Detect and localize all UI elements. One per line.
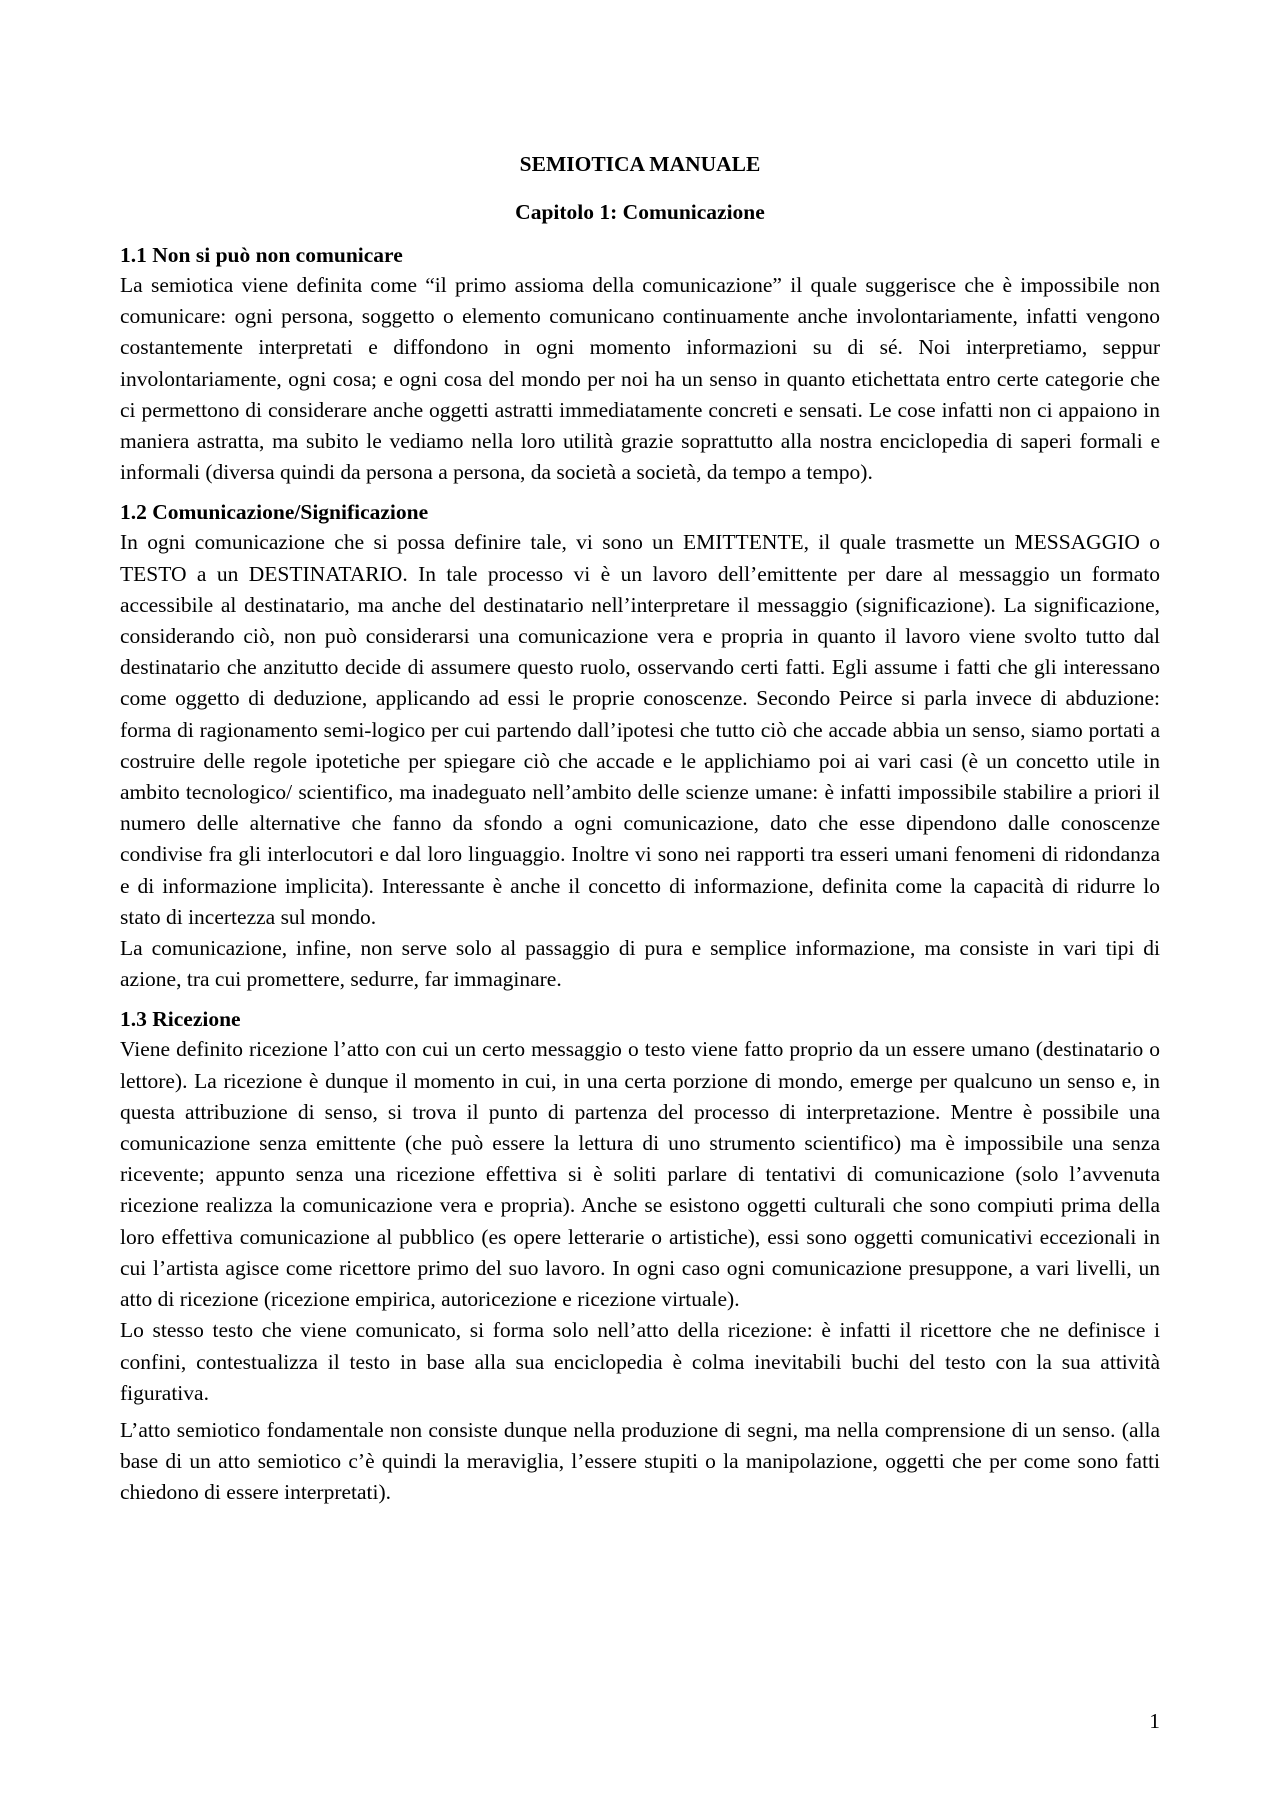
paragraph: Lo stesso testo che viene comunicato, si forma solo nell’atto della ricezione: è infatti il ricettore che ne definisce i confini, contestualizza il testo in base alla sua enciclopedia è colma inevitabili buchi del testo con la sua attività figurativa. [120, 1318, 1160, 1405]
page-content [120, 150, 1160, 1518]
paragraph: Viene definito ricezione l’atto con cui un certo messaggio o testo viene fatto proprio da un essere umano (destinatario o lettore). La ricezione è dunque il momento in cui, in una certa porzione di mondo, emerge per qualcuno un senso e, in questa attribuzione di senso, si trova il punto di partenza del processo di interpretazione. Mentre è possibile una comunicazione senza emittente (che può essere la lettura di uno strumento scientifico) ma è impossibile una senza ricevente; appunto senza una ricezione effettiva si è soliti parlare di tentativi di comunicazione (solo l’avvenuta ricezione realizza la comunicazione vera e propria). Anche se esistono oggetti culturali che sono compiuti prima della loro effettiva comunicazione al pubblico (es opere letterarie o artistiche), essi sono oggetti comunicativi eccezionali in cui l’artista agisce come ricettore primo del suo lavoro. In ogni caso ogni comunicazione presuppone, a vari livelli, un atto di ricezione (ricezione empirica, autoricezione e ricezione virtuale). [120, 1037, 1160, 1312]
paragraph: La comunicazione, infine, non serve solo al passaggio di pura e semplice informazione, ma consiste in vari tipi di azione, tra cui promettere, sedurre, far immaginare. [120, 936, 1160, 992]
section-heading: 1.2 Comunicazione/Significazione [120, 500, 429, 525]
section-1-3 [120, 1004, 1160, 1508]
paragraph: L’atto semiotico fondamentale non consiste dunque nella produzione di segni, ma nella comprensione di un senso. (alla base di un atto semiotico c’è quindi la meraviglia, l’essere stupiti o la manipolazione, oggetti che per come sono fatti chiedono di essere interpretati). [120, 1417, 1160, 1505]
section-1-1 [120, 240, 1160, 488]
document-title: SEMIOTICA MANUALE [519, 152, 761, 176]
chapter-title: Capitolo 1: Comunicazione [515, 200, 765, 224]
paragraph: In ogni comunicazione che si possa definire tale, vi sono un EMITTENTE, il quale trasmette un MESSAGGIO o TESTO a un DESTINATARIO. In tale processo vi è un lavoro dell’emittente per dare al messaggio un formato accessibile al destinatario, ma anche del destinatario nell’interpretare il messaggio (significazione). La significazione, considerando ciò, non può considerarsi una comunicazione vera e propria in quanto il lavoro viene svolto tutto dal destinatario che anzitutto decide di assumere questo ruolo, osservando certi fatti. Egli assume i fatti che gli interessano come oggetto di deduzione, applicando ad essi le proprie conoscenze. Secondo Peirce si parla invece di abduzione: forma di ragionamento semi-logico per cui partendo dall’ipotesi che tutto ciò che accade abbia un senso, siamo portati a costruire delle regole ipotetiche per spiegare ciò che accade e le applichiamo poi ai vari casi (è un concetto utile in ambito tecnologico/ scientifico, ma inadeguato nell’ambito delle scienze umane: è infatti impossibile stabilire a priori il numero delle alternative che fanno da sfondo a ogni comunicazione, dato che esse dipendono dalle conoscenze condivise fra gli interlocutori e dal loro linguaggio. Inoltre vi sono nei rapporti tra esseri umani fenomeni di ridondanza e di informazione implicita). Interessante è anche il concetto di informazione, definita come la capacità di ridurre lo stato di incertezza sul mondo. [120, 530, 1160, 929]
paragraph: La semiotica viene definita come “il primo assioma della comunicazione” il quale suggerisce che è impossibile non comunicare: ogni persona, soggetto o elemento comunicano continuamente anche involontariamente, infatti vengono costantemente interpretati e diffondono in ogni momento informazioni su di sé. Noi interpretiamo, seppur involontariamente, ogni cosa; e ogni cosa del mondo per noi ha un senso in quanto etichettata entro certe categorie che ci permettono di considerare anche oggetti astratti immediatamente concreti e sensati. Le cose infatti non ci appaiono in maniera astratta, ma subito le vediamo nella loro utilità grazie soprattutto alla nostra enciclopedia di saperi formali e informali (diversa quindi da persona a persona, da società a società, da tempo a tempo). [120, 273, 1160, 485]
section-1-2 [120, 497, 1160, 995]
section-heading: 1.3 Ricezione [120, 1007, 241, 1032]
section-heading: 1.1 Non si può non comunicare [120, 243, 403, 267]
page-number: 1 [1149, 1709, 1160, 1733]
